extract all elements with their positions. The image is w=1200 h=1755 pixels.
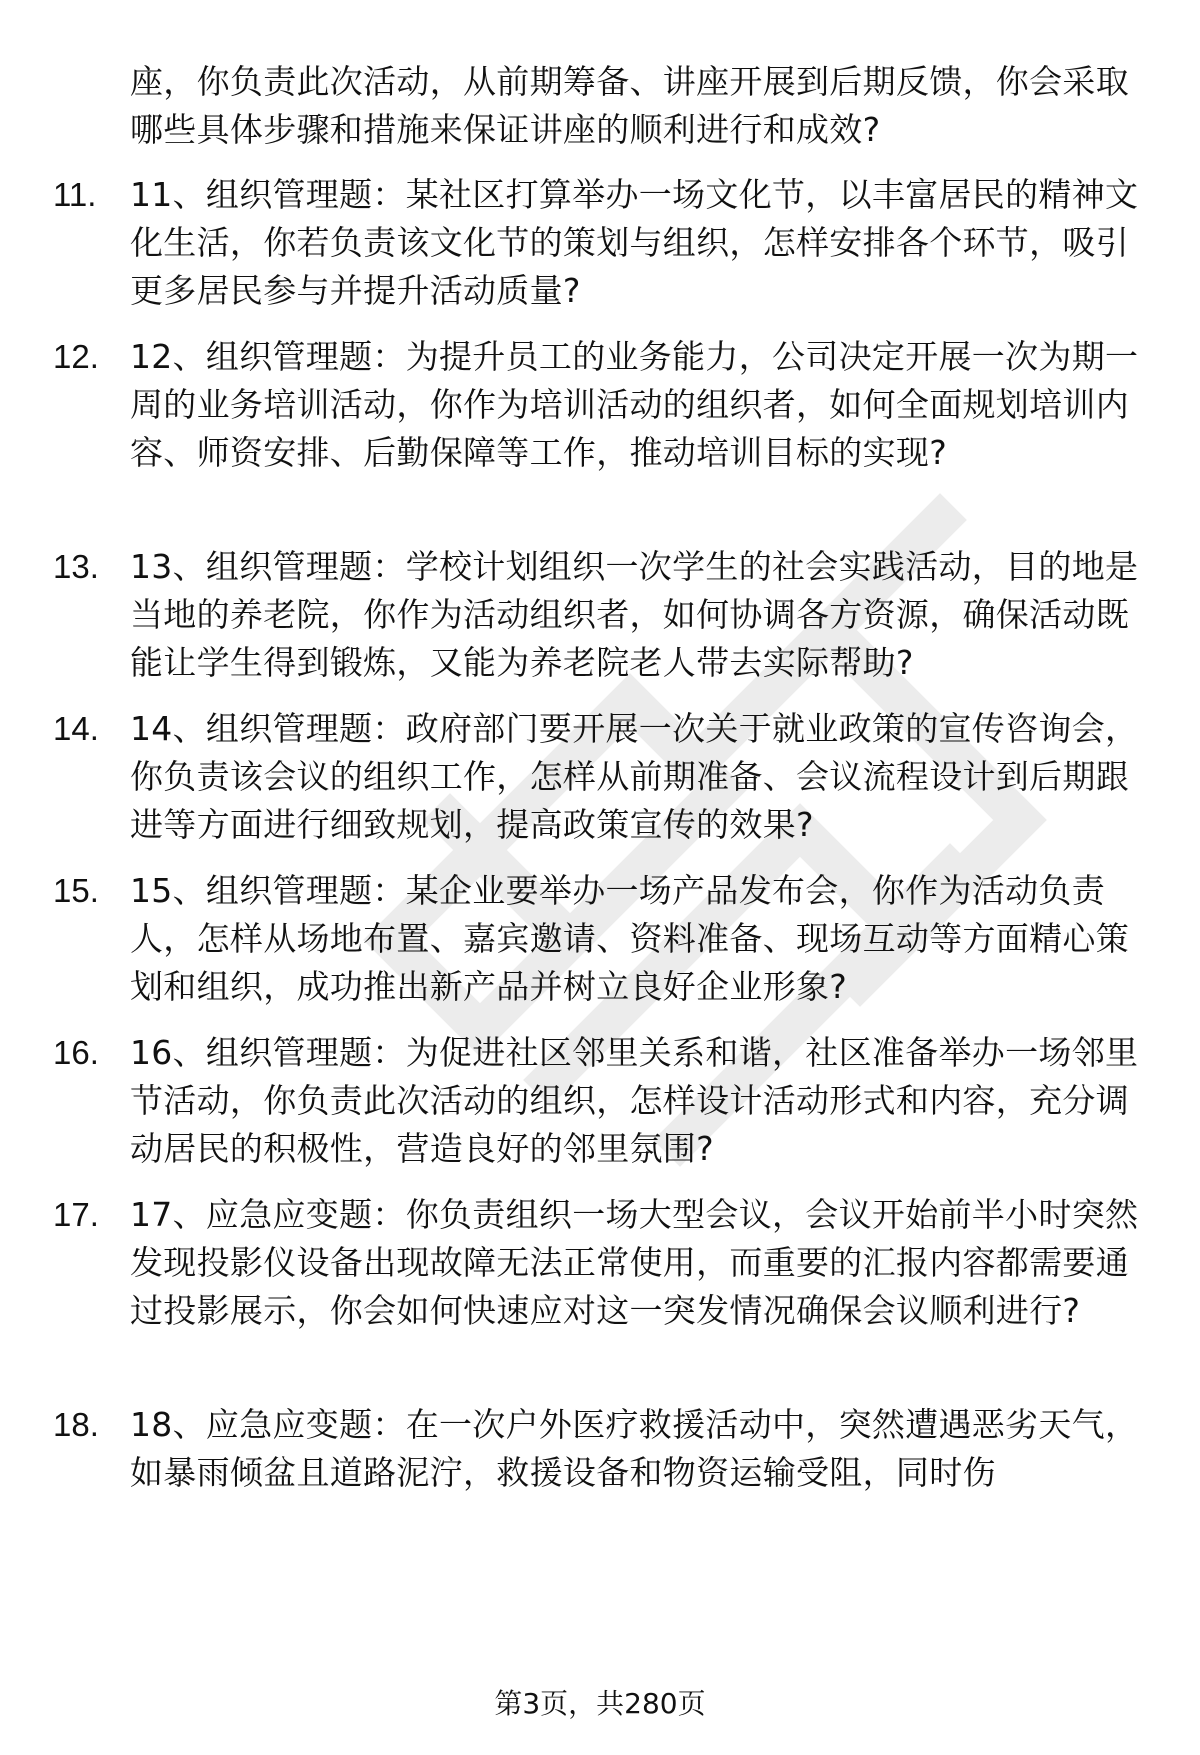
item-text: 座，你负责此次活动，从前期筹备、讲座开展到后期反馈，你会采取哪些具体步骤和措施来保证讲座的顺利进行和成效?	[130, 62, 1129, 149]
page-footer: 第3页，共280页	[494, 1687, 706, 1720]
item-text: 13、组织管理题：学校计划组织一次学生的社会实践活动，目的地是当地的养老院，你作为活动组织者，如何协调各方资源，确保活动既能让学生得到锻炼，又能为养老院老人带去实际帮助?	[130, 547, 1139, 682]
item-text: 15、组织管理题：某企业要举办一场产品发布会，你作为活动负责人，怎样从场地布置、嘉宾邀请、资料准备、现场互动等方面精心策划和组织，成功推出新产品并树立良好企业形象?	[130, 871, 1129, 1006]
item-number: 11.	[53, 176, 97, 213]
item-text: 11、组织管理题：某社区打算举办一场文化节，以丰富居民的精神文化生活，你若负责该文化节的策划与组织，怎样安排各个环节，吸引更多居民参与并提升活动质量?	[130, 175, 1139, 310]
item-text: 17、应急应变题：你负责组织一场大型会议，会议开始前半小时突然发现投影仪设备出现故障无法正常使用，而重要的汇报内容都需要通过投影展示，你会如何快速应对这一突发情况确保会议顺利进行?	[130, 1195, 1139, 1330]
item-text: 16、组织管理题：为促进社区邻里关系和谐，社区准备举办一场邻里节活动，你负责此次活动的组织，怎样设计活动形式和内容，充分调动居民的积极性，营造良好的邻里氛围?	[130, 1033, 1139, 1168]
item-number: 13.	[53, 548, 99, 585]
item-number: 12.	[53, 338, 99, 375]
item-number: 17.	[53, 1196, 99, 1233]
item-text: 14、组织管理题：政府部门要开展一次关于就业政策的宣传咨询会，你负责该会议的组织工作，怎样从前期准备、会议流程设计到后期跟进等方面进行细致规划，提高政策宣传的效果?	[130, 709, 1139, 844]
item-text: 18、应急应变题：在一次户外医疗救援活动中，突然遭遇恶劣天气，如暴雨倾盆且道路泥泞，救援设备和物资运输受阻，同时伤	[130, 1405, 1139, 1492]
item-text: 12、组织管理题：为提升员工的业务能力，公司决定开展一次为期一周的业务培训活动，你作为培训活动的组织者，如何全面规划培训内容、师资安排、后勤保障等工作，推动培训目标的实现?	[130, 337, 1139, 472]
item-number: 18.	[53, 1406, 99, 1443]
item-number: 15.	[53, 872, 99, 909]
item-number: 16.	[53, 1034, 99, 1071]
item-number: 14.	[53, 710, 99, 747]
